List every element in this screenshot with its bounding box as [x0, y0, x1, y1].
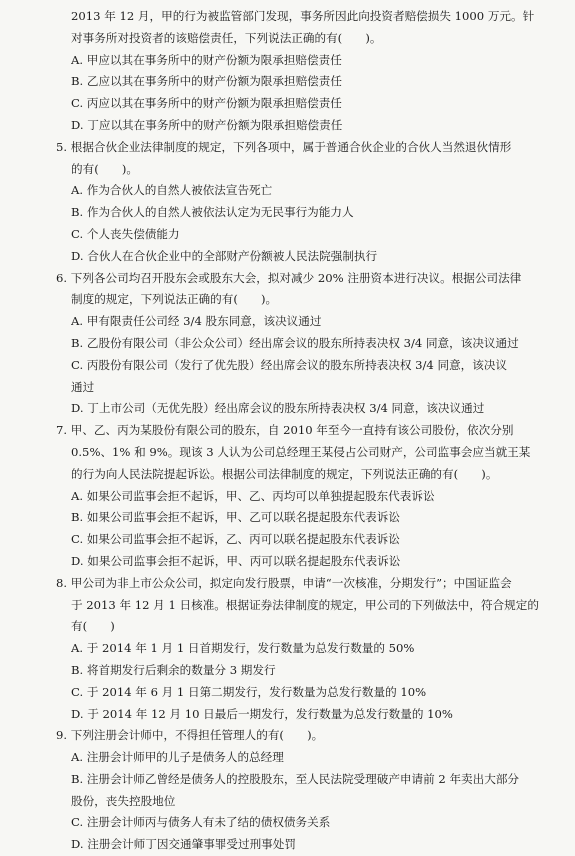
question-text-line: 6. 下列各公司均召开股东会或股东大会，拟对减少 20% 注册资本进行决议。根据公司法律	[56, 270, 522, 285]
option-d: D. 丁应以其在事务所中的财产份额为限承担赔偿责任	[71, 117, 343, 132]
option-d: D. 丁上市公司（无优先股）经出席会议的股东所持表决权 3/4 同意，该决议通过	[71, 401, 485, 416]
option-b: B. 乙股份有限公司（非公众公司）经出席会议的股东所持表决权 3/4 同意，该决议通过	[71, 335, 519, 350]
option-c: C. 丙股份有限公司（发行了优先股）经出席会议的股东所持表决权 3/4 同意，该决议	[71, 357, 508, 372]
option-a: A. 如果公司监事会拒不起诉，甲、乙、丙均可以单独提起股东代表诉讼	[71, 488, 435, 503]
option-b: B. 作为合伙人的自然人被依法认定为无民事行为能力人	[71, 205, 354, 220]
question-text-line: 的有( )。	[71, 161, 139, 176]
option-a: A. 甲应以其在事务所中的财产份额为限承担赔偿责任	[71, 52, 342, 67]
question-text-line: 的行为向人民法院提起诉讼。根据公司法律制度的规定，下列说法正确的有( )。	[71, 466, 498, 481]
option-b: B. 将首期发行后剩余的数量分 3 期发行	[71, 662, 276, 677]
option-b-continued: 股份，丧失控股地位	[71, 793, 176, 808]
option-c: C. 于 2014 年 6 月 1 日第二期发行，发行数量为总发行数量的 10%	[71, 684, 427, 699]
option-d: D. 合伙人在合伙企业中的全部财产份额被人民法院强制执行	[71, 248, 378, 263]
option-b: B. 乙应以其在事务所中的财产份额为限承担赔偿责任	[71, 74, 342, 89]
option-c-continued: 通过	[71, 379, 95, 394]
option-c: C. 丙应以其在事务所中的财产份额为限承担赔偿责任	[71, 96, 342, 111]
question-text-line: 9. 下列注册会计师中，不得担任管理人的有( )。	[56, 728, 324, 743]
question-text-line: 制度的规定，下列说法正确的有( )。	[71, 292, 278, 307]
question-text-line: 于 2013 年 12 月 1 日核准。根据证券法律制度的规定，甲公司的下列做法中，符合规定的	[71, 597, 539, 612]
option-b: B. 注册会计师乙曾经是债务人的控股股东，至人民法院受理破产申请前 2 年卖出大部分	[71, 771, 520, 786]
option-c: C. 注册会计师丙与债务人有未了结的债权债务关系	[71, 815, 331, 830]
question-text-line: 对事务所对投资者的该赔偿责任，下列说法正确的有( )。	[71, 30, 382, 45]
exam-page	[56, 6, 556, 856]
question-text-line: 有( )	[71, 619, 115, 634]
question-block	[56, 420, 556, 573]
option-a: A. 注册会计师甲的儿子是债务人的总经理	[71, 750, 284, 765]
option-c: C. 如果公司监事会拒不起诉，乙、丙可以联名提起股东代表诉讼	[71, 532, 400, 547]
option-b: B. 如果公司监事会拒不起诉，甲、乙可以联名提起股东代表诉讼	[71, 510, 400, 525]
option-d: D. 如果公司监事会拒不起诉，甲、丙可以联名提起股东代表诉讼	[71, 553, 401, 568]
question-block	[56, 6, 556, 137]
option-c: C. 个人丧失偿债能力	[71, 226, 180, 241]
question-text-line: 0.5%、1% 和 9%。现该 3 人认为公司总经理王某侵占公司财产，公司监事会应当就王某	[71, 444, 531, 459]
option-a: A. 于 2014 年 1 月 1 日首期发行，发行数量为总发行数量的 50%	[71, 641, 415, 656]
question-block	[56, 268, 556, 421]
question-block	[56, 137, 556, 268]
option-d: D. 注册会计师丁因交通肇事罪受过刑事处罚	[71, 837, 296, 852]
option-d: D. 于 2014 年 12 月 10 日最后一期发行，发行数量为总发行数量的 10%	[71, 706, 453, 721]
question-text-line: 8. 甲公司为非上市公众公司，拟定向发行股票，申请“一次核准，分期发行”；中国证监会	[56, 575, 512, 590]
question-text-line: 7. 甲、乙、丙为某股份有限公司的股东，自 2010 年至今一直持有该公司股份，依次分别	[56, 423, 514, 438]
question-text-line: 5. 根据合伙企业法律制度的规定，下列各项中，属于普通合伙企业的合伙人当然退伙情形	[56, 139, 512, 154]
question-block	[56, 725, 556, 856]
question-block	[56, 573, 556, 726]
option-a: A. 作为合伙人的自然人被依法宣告死亡	[71, 183, 273, 198]
question-text-line: 2013 年 12 月，甲的行为被监管部门发现，事务所因此向投资者赔偿损失 1000 万元。针	[71, 9, 535, 23]
option-a: A. 甲有限责任公司经 3/4 股东同意，该决议通过	[71, 314, 322, 329]
